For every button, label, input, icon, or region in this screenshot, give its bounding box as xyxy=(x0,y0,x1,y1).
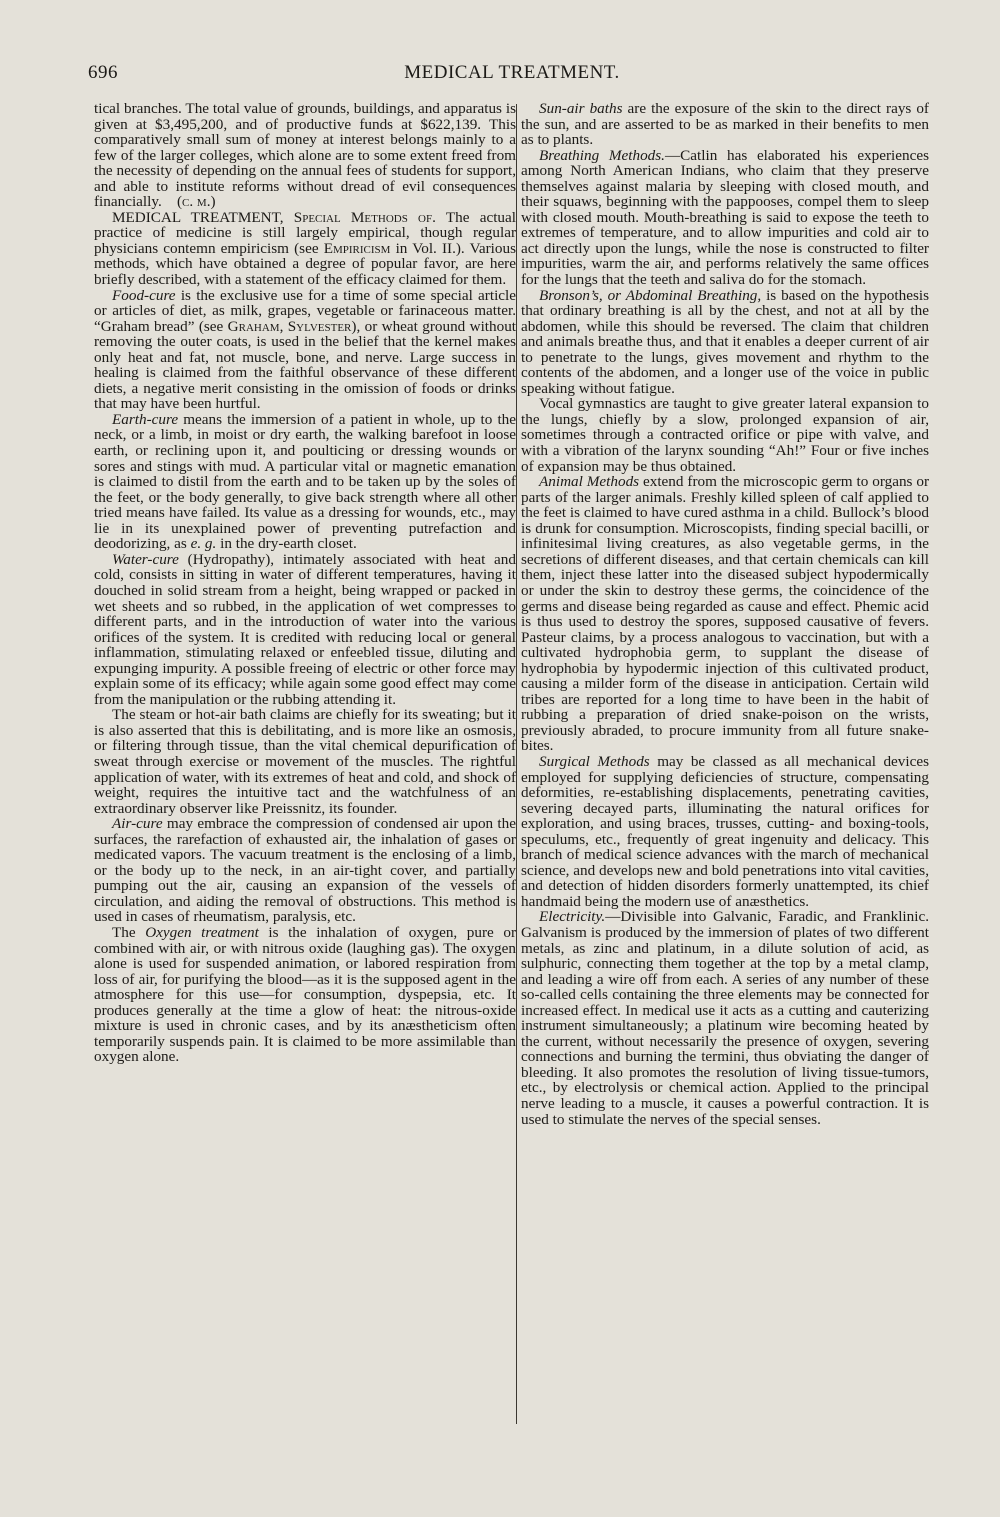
paragraph: Air-cure may embrace the compression of condensed air upon the surfaces, the rarefaction of exhausted air, the inhalation of gases or medicated vapors. The vacuum treatment is the enclosing of a limb, or the body up to the neck, in an air-tight cover, and partially pumping out the air, causing an expansion of the vessels of circulation, and aiding the removal of obstructions. This method is used in cases of rheumatism, paralysis, etc. xyxy=(94,815,516,926)
paragraph: Sun-air baths are the exposure of the skin to the direct rays of the sun, and are asserted to be as marked in their benefits to men as to plants. xyxy=(521,100,929,149)
column-divider xyxy=(516,104,517,1424)
paragraph: The steam or hot-air bath claims are chiefly for its sweating; but it is also asserted that this is debilitating, and is more like an osmosis, or filtering through tissue, than the vital chemical depurification of sweat through exercise or movement of the muscles. The rightful application of water, with its extremes of heat and cold, and shock of weight, requires the intuitive tact and the watchfulness of an extraordinary observer like Preissnitz, its founder. xyxy=(94,706,516,817)
paragraph: Earth-cure means the immersion of a patient in whole, up to the neck, or a limb, in moist or dry earth, the walking barefoot in loose earth, or reclining upon it, and poulticing or dressing wounds or sores and stings with mud. A particular vital or magnetic emanation is claimed to distil from the earth and to be taken up by the soles of the feet, or the body generally, to give back strength where all other tried means have failed. Its value as a dressing for wounds, etc., may lie in its unexplained power of preventing putrefaction and deodorizing, as e. g. in the dry-earth closet. xyxy=(94,410,517,553)
paragraph: Bronson’s, or Abdominal Breathing, is based on the hypothesis that ordinary breathing is all by the chest, and not at all by the abdomen, while this should be reversed. The claim that children and animals breathe thus, and that it enables a deeper current of air to penetrate to the lungs, gives movement and rhythm to the contents of the abdomen, and a longer use of the voice in public speaking without fatigue. xyxy=(521,286,929,397)
section-term: Water-cure xyxy=(112,550,179,568)
section-term: Earth-cure xyxy=(112,410,179,428)
paragraph: tical branches. The total value of grounds, buildings, and apparatus is given at $3,495,200, and of productive funds at $622,139. This comparatively small sum of money at interest belongs mainly to a few of the larger colleges, which alone are to some extent freed from the necessity of depending on the annual fees of students for support, and able to institute reforms without dread of evil consequences financially. (c. m.) xyxy=(94,100,516,211)
right-column xyxy=(521,101,929,1127)
paragraph: Vocal gymnastics are taught to give greater lateral expansion to the lungs, chiefly by a slow, prolonged expansion of air, sometimes through a contracted orifice or pipe with valve, and with a vibration of the larynx sounding “Ah!” Four or five inches of expansion may be thus obtained. xyxy=(521,395,929,475)
left-column xyxy=(94,101,516,1065)
page-header xyxy=(88,62,936,92)
author-signature: (c. m.) xyxy=(176,193,216,211)
paragraph: Surgical Methods may be classed as all mechanical devices employed for supplying deficiencies of structure, compensating deformities, re-establishing displacements, penetrating cavities, severing decayed parts, illuminating the natural orifices for exploration, and using braces, trusses, cutting- and boxing-tools, speculums, etc., frequently of great ingenuity and delicacy. This branch of medical science advances with the march of mechanical science, and develops new and bold penetrations into vital cavities, and detection of hidden disorders formerly unattempted, its chief handmaid being the modern use of anæsthetics. xyxy=(521,752,930,910)
section-term: Surgical Methods xyxy=(539,752,650,770)
cross-reference: Empiricism xyxy=(323,239,391,257)
paragraph: Water-cure (Hydropathy), intimately associated with heat and cold, consists in sitting in water of different temperatures, having it douched in solid stream from a height, being wrapped or packed in wet sheets and so rubbed, in the application of wet compresses to different parts, and in the introduction of water into the various orifices of the system. It is credited with reducing local or general inflammation, stimulating relaxed or enfeebled tissue, diluting and expunging impurity. A possible freeing of electric or other force may explain some of its efficacy; while again some good effect may come from the manipulation or the rubbing attending it. xyxy=(94,550,516,708)
section-term: Electricity. xyxy=(539,908,606,926)
section-term: Food-cure xyxy=(112,286,176,304)
paragraph: Electricity.—Divisible into Galvanic, Faradic, and Franklinic. Galvanism is produced by the immersion of plates of two different metals, as zinc and platinum, in a dilute solution of acid, as sulphuric, connecting them together at the top by a metal clamp, and leading a wire off from each. A series of any number of these so-called cells containing the three elements may be connected for increased effect. In medical use it acts as a cutting and cauterizing instrument simultaneously; a platinum wire becoming heated by the current, without necessarily the presence of oxygen, severing connections and burning the termini, thus obviating the danger of bleeding. It also promotes the resolution of living tissue-tumors, etc., by electrolysis or chemical action. Applied to the principal nerve leading to a muscle, it causes a powerful contraction. It is used to stimulate the nerves of the special senses. xyxy=(521,908,929,1128)
section-term: Oxygen treatment xyxy=(145,923,259,941)
section-term: Breathing Methods. xyxy=(539,146,665,164)
page-number: 696 xyxy=(88,62,118,83)
paragraph: Animal Methods extend from the microscopic germ to organs or parts of the larger animals. Freshly killed spleen of calf applied to the feet is claimed to have cured asthma in a child. Bullock’s blood is drunk for consumption. Microscopists, finding special bacilli, or infinitesimal living creatures, as also vegetable germs, in the secretions of different diseases, and that certain chemicals can kill them, inject these latter into the diseased subject hypodermically or under the skin to destroy these germs, the coincidence of the germs and disease being regarded as cause and effect. Phemic acid is thus used to destroy the spores, supposed causative of fevers. Pasteur claims, by a process analogous to vaccination, but with a cultivated hydrophobia germ, to supplant the disease of hydrophobia by hypodermic injection of this cultivated product, causing a milder form of the disease in anticipation. Certain wild tribes are reported for a long time to have been in the habit of rubbing a preparation of dried snake-poison on the wrists, previously abraded, to procure immunity from all future snake-bites. xyxy=(521,473,930,755)
paragraph: The Oxygen treatment is the inhalation of oxygen, pure or combined with air, or with nitrous oxide (laughing gas). The oxygen alone is used for suspended animation, or labored respiration from loss of air, for purifying the blood—as it is the supposed agent in the atmosphere for this use—for consumption, dyspepsia, etc. It produces generally at the time a glow of heat: the nitrous-oxide mixture is used in chronic cases, and by its anæstheticism often temporarily suspends pain. It is claimed to be more assimilable than oxygen alone. xyxy=(94,923,517,1066)
section-term: Animal Methods xyxy=(539,473,640,491)
article-heading: MEDICAL TREATMENT, xyxy=(112,208,284,226)
section-term: Sun-air baths xyxy=(539,100,623,117)
running-title: MEDICAL TREATMENT. xyxy=(404,62,620,83)
article-entry: MEDICAL TREATMENT, Special Methods of. The actual practice of medicine is still largely empirical, though regular physicians contemn empiricism (see Empiricism in Vol. II.). Various methods, which have obtained a degree of popular favor, are here briefly described, with a statement of the efficacy claimed for them. xyxy=(94,208,516,289)
paragraph: Breathing Methods.—Catlin has elaborated his experiences among North American Indians, who claim that they preserve themselves against malaria by sleeping with closed mouth, and their squaws, beginning with the pappooses, compel them to sleep with closed mouth. Mouth-breathing is said to expose the teeth to extremes of temperature, and to allow impurities and cold air to act directly upon the lungs, while the nose is constructed to filter impurities, warm the air, and performs relatively the same offices for the lungs that the teeth and saliva do for the stomach. xyxy=(521,146,929,289)
section-term: Air-cure xyxy=(112,815,163,833)
article-heading-subtitle: Special Methods of. xyxy=(293,208,436,226)
paragraph: Food-cure is the exclusive use for a time of some special article or articles of diet, as milk, grapes, vegetable or farinaceous matter. “Graham bread” (see Graham, Sylvester), or wheat ground without removing the outer coats, is used in the belief that the kernel makes only heat and fat, not muscle, bone, and nerve. Large success in healing is claimed from the faithful observance of these different diets, a negative merit consisting in the omission of foods or drinks that may have been hurtful. xyxy=(94,286,517,413)
section-term: Bronson’s, or Abdominal Breathing, xyxy=(539,286,762,304)
cross-reference: Graham, Sylvester xyxy=(227,317,352,335)
